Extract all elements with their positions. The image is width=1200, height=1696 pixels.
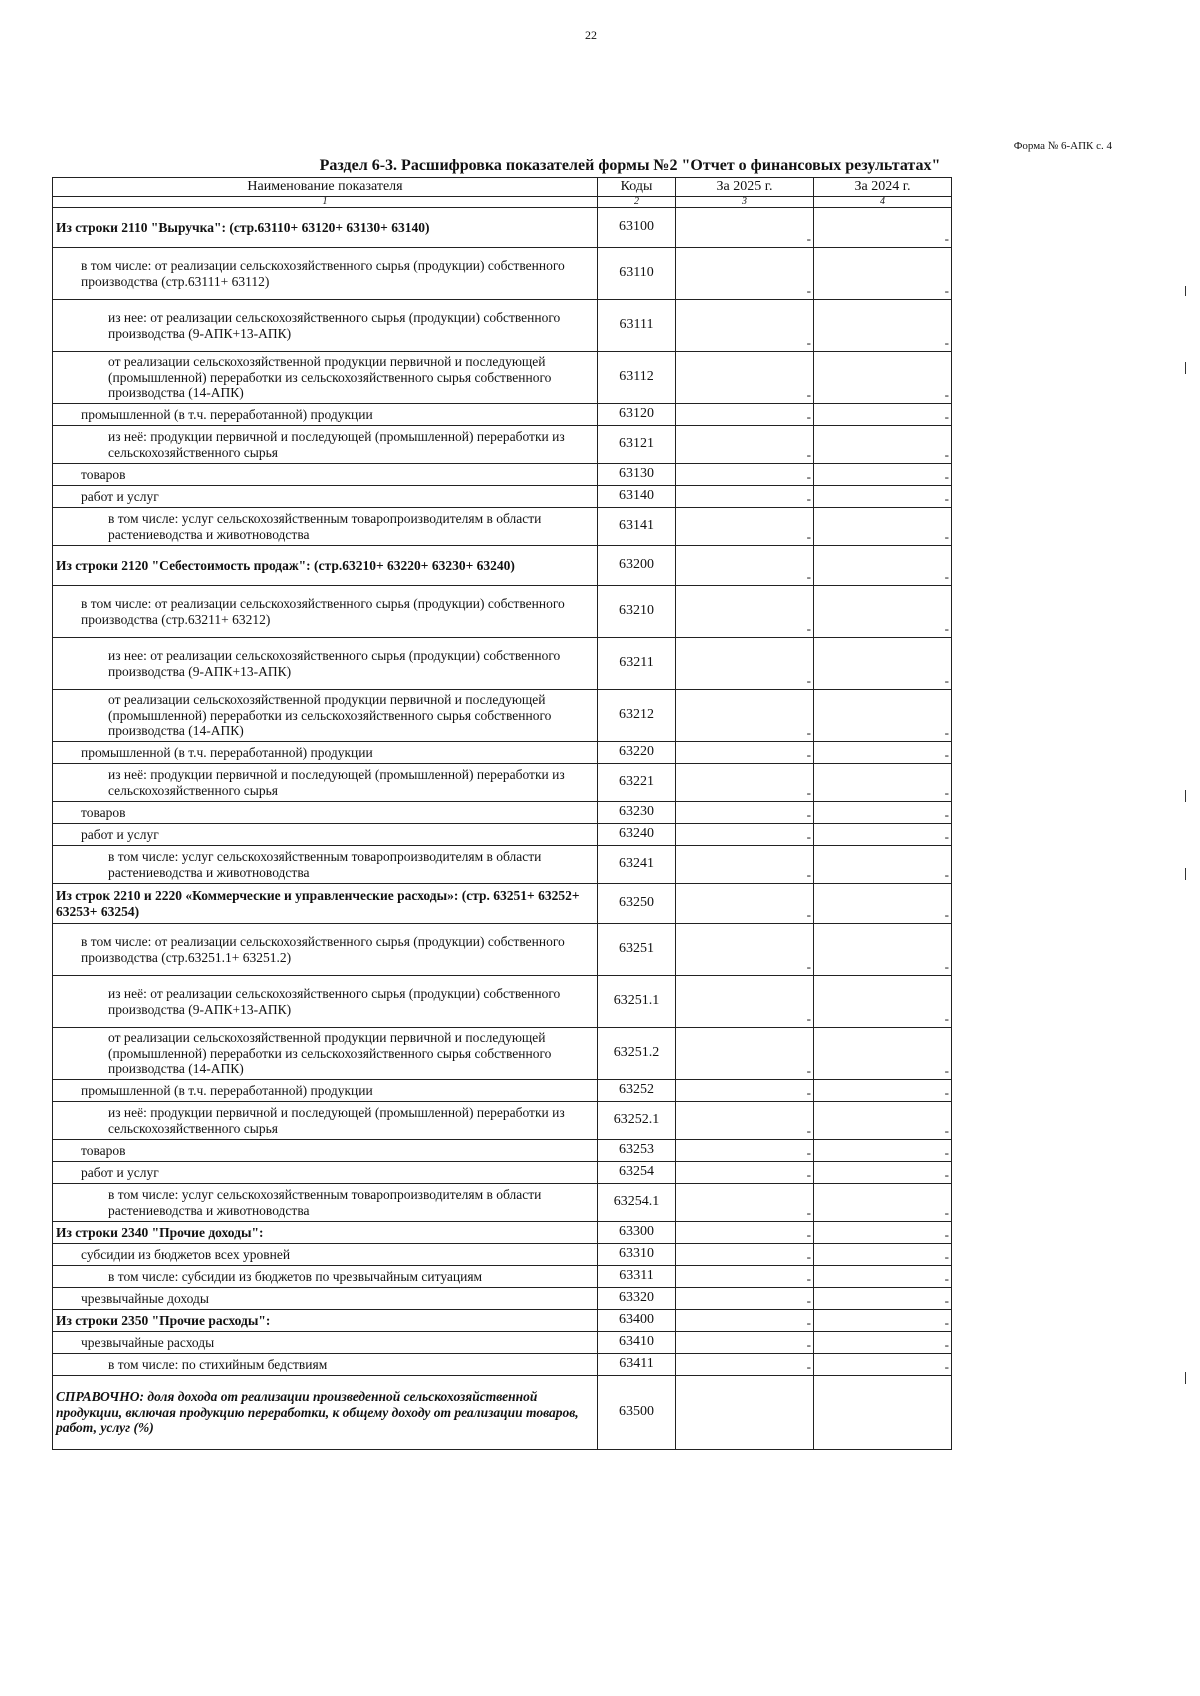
scan-edge-mark <box>1185 790 1186 802</box>
value-2025: - <box>676 638 814 690</box>
indicator-name: промышленной (в т.ч. переработанной) продукции <box>53 404 598 426</box>
value-2024: - <box>814 300 952 352</box>
value-2025: - <box>676 924 814 976</box>
value-2024: - <box>814 1288 952 1310</box>
indicator-code: 63311 <box>598 1266 676 1288</box>
value-2025: - <box>676 1102 814 1140</box>
header-row <box>53 178 952 197</box>
value-2025: - <box>676 690 814 742</box>
table-row <box>53 248 952 300</box>
indicator-code: 63253 <box>598 1140 676 1162</box>
value-2025: - <box>676 1028 814 1080</box>
table-row <box>53 824 952 846</box>
indicator-code: 63121 <box>598 426 676 464</box>
table-row <box>53 426 952 464</box>
value-2024: - <box>814 846 952 884</box>
value-2024: - <box>814 802 952 824</box>
header-codes: Коды <box>598 178 676 197</box>
indicator-name: в том числе: по стихийным бедствиям <box>53 1354 598 1376</box>
value-2024: - <box>814 1244 952 1266</box>
indicator-name: от реализации сельскохозяйственной продукции первичной и последующей (промышленной) переработки из сельскохозяйственного сырья собственного производства (14-АПК) <box>53 1028 598 1080</box>
indicator-code: 63251.1 <box>598 976 676 1028</box>
indicator-name: в том числе: субсидии из бюджетов по чрезвычайным ситуациям <box>53 1266 598 1288</box>
table-row <box>53 690 952 742</box>
indicator-code: 63251.2 <box>598 1028 676 1080</box>
value-2025: - <box>676 1310 814 1332</box>
value-2025: - <box>676 300 814 352</box>
value-2025: - <box>676 846 814 884</box>
indicator-name: в том числе: от реализации сельскохозяйственного сырья (продукции) собственного производства (стр.63211+ 63212) <box>53 586 598 638</box>
indicator-name: в том числе: услуг сельскохозяйственным товаропроизводителям в области растениеводства и животноводства <box>53 508 598 546</box>
indicator-name: в том числе: от реализации сельскохозяйственного сырья (продукции) собственного производства (стр.63111+ 63112) <box>53 248 598 300</box>
table-row <box>53 1028 952 1080</box>
value-2024: - <box>814 586 952 638</box>
table-row <box>53 884 952 924</box>
table-row <box>53 1184 952 1222</box>
value-2025: - <box>676 586 814 638</box>
table-row <box>53 1288 952 1310</box>
table-row <box>53 486 952 508</box>
value-2025: - <box>676 1354 814 1376</box>
value-2024: - <box>814 248 952 300</box>
indicator-code: 63221 <box>598 764 676 802</box>
value-2025: - <box>676 1184 814 1222</box>
table-row <box>53 638 952 690</box>
indicator-code: 63254.1 <box>598 1184 676 1222</box>
indicator-name: промышленной (в т.ч. переработанной) продукции <box>53 742 598 764</box>
value-2024: - <box>814 1140 952 1162</box>
table-row <box>53 586 952 638</box>
table-row <box>53 1162 952 1184</box>
value-2024: - <box>814 486 952 508</box>
value-2024: - <box>814 352 952 404</box>
table-row <box>53 508 952 546</box>
column-number: 4 <box>814 197 952 208</box>
indicator-name: работ и услуг <box>53 1162 598 1184</box>
column-number: 2 <box>598 197 676 208</box>
table-row <box>53 1332 952 1354</box>
value-2024: - <box>814 690 952 742</box>
value-2024: - <box>814 426 952 464</box>
indicator-name: Из строки 2120 "Себестоимость продаж": (стр.63210+ 63220+ 63230+ 63240) <box>53 546 598 586</box>
table-body <box>53 208 952 1450</box>
table-row <box>53 1102 952 1140</box>
indicator-name: промышленной (в т.ч. переработанной) продукции <box>53 1080 598 1102</box>
indicator-name: из неё: продукции первичной и последующей (промышленной) переработки из сельскохозяйственного сырья <box>53 764 598 802</box>
page-number: 22 <box>585 28 597 42</box>
table-row <box>53 742 952 764</box>
indicator-code: 63300 <box>598 1222 676 1244</box>
indicator-code: 63400 <box>598 1310 676 1332</box>
indicator-name: из неё: продукции первичной и последующей (промышленной) переработки из сельскохозяйственного сырья <box>53 1102 598 1140</box>
column-number-row <box>53 197 952 208</box>
table-row <box>53 976 952 1028</box>
value-2024 <box>814 1376 952 1450</box>
indicator-code: 63130 <box>598 464 676 486</box>
indicator-code: 63112 <box>598 352 676 404</box>
indicator-code: 63211 <box>598 638 676 690</box>
value-2025: - <box>676 802 814 824</box>
table-row <box>53 1310 952 1332</box>
value-2024: - <box>814 1028 952 1080</box>
value-2024: - <box>814 1102 952 1140</box>
table-row <box>53 924 952 976</box>
table-row <box>53 802 952 824</box>
header-2025: За 2025 г. <box>676 178 814 197</box>
indicator-name: товаров <box>53 802 598 824</box>
indicator-code: 63251 <box>598 924 676 976</box>
table-row <box>53 1244 952 1266</box>
column-number: 3 <box>676 197 814 208</box>
value-2024: - <box>814 1310 952 1332</box>
value-2024: - <box>814 1222 952 1244</box>
value-2024: - <box>814 884 952 924</box>
indicator-name: работ и услуг <box>53 824 598 846</box>
value-2025: - <box>676 1140 814 1162</box>
table-row <box>53 1354 952 1376</box>
value-2024: - <box>814 1332 952 1354</box>
value-2025: - <box>676 1080 814 1102</box>
value-2024: - <box>814 546 952 586</box>
table-row <box>53 1376 952 1450</box>
value-2024: - <box>814 764 952 802</box>
indicator-code: 63220 <box>598 742 676 764</box>
table-row <box>53 208 952 248</box>
indicator-name: из нее: от реализации сельскохозяйственного сырья (продукции) собственного производства (9-АПК+13-АПК) <box>53 638 598 690</box>
table-row <box>53 300 952 352</box>
value-2025: - <box>676 248 814 300</box>
scan-edge-mark <box>1185 286 1186 296</box>
value-2025: - <box>676 884 814 924</box>
value-2024: - <box>814 924 952 976</box>
scan-edge-mark <box>1185 868 1186 880</box>
value-2025: - <box>676 1162 814 1184</box>
indicator-code: 63241 <box>598 846 676 884</box>
value-2024: - <box>814 824 952 846</box>
indicator-code: 63111 <box>598 300 676 352</box>
value-2024: - <box>814 1354 952 1376</box>
table-row <box>53 1222 952 1244</box>
indicator-code: 63410 <box>598 1332 676 1354</box>
indicator-code: 63141 <box>598 508 676 546</box>
value-2024: - <box>814 1184 952 1222</box>
indicator-code: 63140 <box>598 486 676 508</box>
indicator-name: из неё: от реализации сельскохозяйственного сырья (продукции) собственного производства (9-АПК+13-АПК) <box>53 976 598 1028</box>
indicator-code: 63110 <box>598 248 676 300</box>
indicator-code: 63212 <box>598 690 676 742</box>
indicator-name: чрезвычайные расходы <box>53 1332 598 1354</box>
value-2024: - <box>814 208 952 248</box>
indicator-name: из неё: продукции первичной и последующей (промышленной) переработки из сельскохозяйственного сырья <box>53 426 598 464</box>
value-2025: - <box>676 208 814 248</box>
indicator-code: 63120 <box>598 404 676 426</box>
indicator-name: в том числе: от реализации сельскохозяйственного сырья (продукции) собственного производства (стр.63251.1+ 63251.2) <box>53 924 598 976</box>
indicator-code: 63252.1 <box>598 1102 676 1140</box>
table-row <box>53 464 952 486</box>
section-title: Раздел 6-3. Расшифровка показателей формы №2 "Отчет о финансовых результатах" <box>319 157 941 174</box>
indicator-name: из нее: от реализации сельскохозяйственного сырья (продукции) собственного производства (9-АПК+13-АПК) <box>53 300 598 352</box>
value-2024: - <box>814 638 952 690</box>
indicator-name: СПРАВОЧНО: доля дохода от реализации произведенной сельскохозяйственной продукции, включая продукцию переработки, к общему доходу от реализации товаров, работ, услуг (%) <box>53 1376 598 1450</box>
value-2025: - <box>676 1266 814 1288</box>
value-2025: - <box>676 546 814 586</box>
table-row <box>53 1140 952 1162</box>
indicator-code: 63230 <box>598 802 676 824</box>
indicator-name: Из строки 2340 "Прочие доходы": <box>53 1222 598 1244</box>
indicator-name: Из строк 2210 и 2220 «Коммерческие и управленческие расходы»: (стр. 63251+ 63252+ 63253+ 63254) <box>53 884 598 924</box>
indicators-table <box>52 177 952 1450</box>
value-2025: - <box>676 824 814 846</box>
value-2024: - <box>814 1162 952 1184</box>
scan-edge-mark <box>1185 362 1186 374</box>
indicator-name: Из строки 2350 "Прочие расходы": <box>53 1310 598 1332</box>
indicator-name: в том числе: услуг сельскохозяйственным товаропроизводителям в области растениеводства и животноводства <box>53 846 598 884</box>
form-reference: Форма № 6-АПК с. 4 <box>1013 140 1112 152</box>
value-2025: - <box>676 976 814 1028</box>
indicator-code: 63411 <box>598 1354 676 1376</box>
indicator-name: субсидии из бюджетов всех уровней <box>53 1244 598 1266</box>
table-row <box>53 846 952 884</box>
indicator-code: 63310 <box>598 1244 676 1266</box>
indicator-code: 63500 <box>598 1376 676 1450</box>
table-row <box>53 764 952 802</box>
value-2025 <box>676 1376 814 1450</box>
indicator-code: 63252 <box>598 1080 676 1102</box>
indicator-name: в том числе: услуг сельскохозяйственным товаропроизводителям в области растениеводства и животноводства <box>53 1184 598 1222</box>
value-2024: - <box>814 464 952 486</box>
value-2024: - <box>814 976 952 1028</box>
value-2025: - <box>676 1332 814 1354</box>
indicator-code: 63200 <box>598 546 676 586</box>
indicator-name: работ и услуг <box>53 486 598 508</box>
indicator-code: 63254 <box>598 1162 676 1184</box>
value-2025: - <box>676 1288 814 1310</box>
table-row <box>53 352 952 404</box>
header-name: Наименование показателя <box>53 178 598 197</box>
indicator-name: чрезвычайные доходы <box>53 1288 598 1310</box>
indicator-name: от реализации сельскохозяйственной продукции первичной и последующей (промышленной) переработки из сельскохозяйственного сырья собственного производства (14-АПК) <box>53 352 598 404</box>
value-2025: - <box>676 426 814 464</box>
table-row <box>53 546 952 586</box>
indicator-code: 63320 <box>598 1288 676 1310</box>
value-2024: - <box>814 1080 952 1102</box>
value-2025: - <box>676 486 814 508</box>
value-2025: - <box>676 508 814 546</box>
value-2025: - <box>676 404 814 426</box>
indicator-code: 63240 <box>598 824 676 846</box>
indicator-code: 63210 <box>598 586 676 638</box>
indicator-code: 63250 <box>598 884 676 924</box>
table-row <box>53 1266 952 1288</box>
value-2024: - <box>814 1266 952 1288</box>
value-2025: - <box>676 464 814 486</box>
header-2024: За 2024 г. <box>814 178 952 197</box>
indicator-name: товаров <box>53 1140 598 1162</box>
value-2024: - <box>814 404 952 426</box>
value-2025: - <box>676 742 814 764</box>
value-2025: - <box>676 352 814 404</box>
value-2025: - <box>676 1222 814 1244</box>
column-number: 1 <box>53 197 598 208</box>
table-row <box>53 404 952 426</box>
table-row <box>53 1080 952 1102</box>
scan-edge-mark <box>1185 1372 1186 1384</box>
indicator-name: товаров <box>53 464 598 486</box>
indicator-name: от реализации сельскохозяйственной продукции первичной и последующей (промышленной) переработки из сельскохозяйственного сырья собственного производства (14-АПК) <box>53 690 598 742</box>
value-2024: - <box>814 742 952 764</box>
value-2025: - <box>676 764 814 802</box>
indicator-name: Из строки 2110 "Выручка": (стр.63110+ 63120+ 63130+ 63140) <box>53 208 598 248</box>
value-2024: - <box>814 508 952 546</box>
indicator-code: 63100 <box>598 208 676 248</box>
value-2025: - <box>676 1244 814 1266</box>
